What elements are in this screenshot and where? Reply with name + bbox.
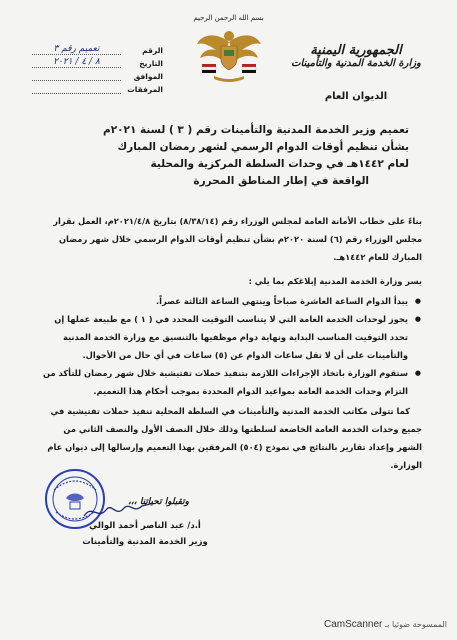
title-line: تعميم وزير الخدمة المدنية والتأمينات رقم ( ٣ ) لسنة ٢٠٢١م <box>103 124 409 136</box>
attachments-row <box>28 81 163 94</box>
ref-label: الرقم <box>142 46 163 55</box>
office-name: الديوان العام <box>324 91 388 103</box>
national-emblem <box>183 14 275 84</box>
corresponding-row <box>28 68 163 81</box>
final-paragraph: كما تتولى مكاتب الخدمة المدنية والتأمينات في السلطة المحلية تنفيذ حملات تفتيشية في جميع وحدات الخدمة العامة الخاضعة لسلطتها وذلك خلال النصف الأول والنصف الثاني من الشهر وإعداد تقارير بالنتائج في نموذج (٥٠٤) المرفقين بهذا التعميم وإرسالها إلى ديوان عام الوزارة. <box>47 406 422 470</box>
list-item: ● يجوز لوحدات الخدمة العامة التي لا يتناسب التوقيت المحدد في ( ١ ) مع طبيعة عملها إن تحدد التوقيت المناسب البداية ونهاية دوام موظفيها بالتنسيق مع وزارة الخدمة المدنية والتأمينات على أن لا تقل ساعات الدوام عن (٥) ساعات في أي حال من الأحوال. <box>42 310 408 364</box>
republic-name: الجمهورية اليمنية <box>310 43 402 58</box>
title-line: لعام ١٤٤٢هـ في وحدات السلطة المركزية والمحلية <box>150 158 409 170</box>
ref-row <box>28 42 163 55</box>
ministry-name: وزارة الخدمة المدنية والتأمينات <box>291 58 421 70</box>
date-row <box>28 55 163 68</box>
list-item: ● يبدأ الدوام الساعة العاشرة صباحاً وينتهي الساعة الثالثة عصراً. <box>42 292 408 310</box>
corresponding-value <box>32 80 121 81</box>
letterhead-right <box>281 44 431 102</box>
signatory-name: أ.د/ عبد الناصر أحمد الوالي <box>89 521 201 531</box>
eagle-emblem-icon <box>194 24 264 84</box>
directive-list <box>42 292 422 400</box>
attachments-label: المرفقات <box>127 85 163 94</box>
basmala: بسم الله الرحمن الرحيم <box>193 14 264 22</box>
closing-greeting: وتقبلوا تحياتنا ،،، <box>128 497 189 507</box>
scanner-app-name: CamScanner <box>324 619 383 630</box>
date-label: التاريخ <box>139 59 163 68</box>
handwritten-signature-icon <box>82 500 152 522</box>
lead-sentence: يسر وزارة الخدمة المدنية إبلاغكم بما يلي : <box>248 276 422 286</box>
title-line: الواقعة في إطار المناطق المحررة <box>193 175 369 187</box>
signatory-title: وزير الخدمة المدنية والتأمينات <box>82 537 208 547</box>
date-value: ٨ / ٤ / ٢٠٢١ <box>32 57 121 68</box>
circular-body <box>42 212 422 474</box>
title-line: بشأن تنظيم أوقات الدوام الرسمي لشهر رمضان المبارك <box>117 141 409 153</box>
reference-block <box>28 42 163 94</box>
intro-paragraph: بناءً على خطاب الأمانة العامة لمجلس الوزراء رقم (٨/٣٨/١٤) بتاريخ ٢٠٢١/٤/٨م، العمل بقرار مجلس الوزراء رقم (٦) لسنة ٢٠٢٠م بشأن تنظيم أوقات الدوام الرسمي خلال شهر رمضان المبارك للعام ١٤٤٢هـ. <box>53 216 422 262</box>
corresponding-label: الموافق <box>133 72 163 81</box>
list-item: ● ستقوم الوزارة باتخاذ الإجراءات اللازمة بتنفيذ حملات تفتيشية خلال شهر رمضان للتأكد من التزام وحدات الخدمة العامة بمواعيد الدوام المحددة بموجب أحكام هذا التعميم. <box>42 364 408 400</box>
attachments-value <box>32 93 121 94</box>
scanned-label: الممسوحة ضوئيا بـ <box>384 620 447 629</box>
circular-title <box>59 122 409 190</box>
scanner-watermark <box>324 619 447 630</box>
ref-value: تعميم رقم ٣ <box>32 44 121 55</box>
